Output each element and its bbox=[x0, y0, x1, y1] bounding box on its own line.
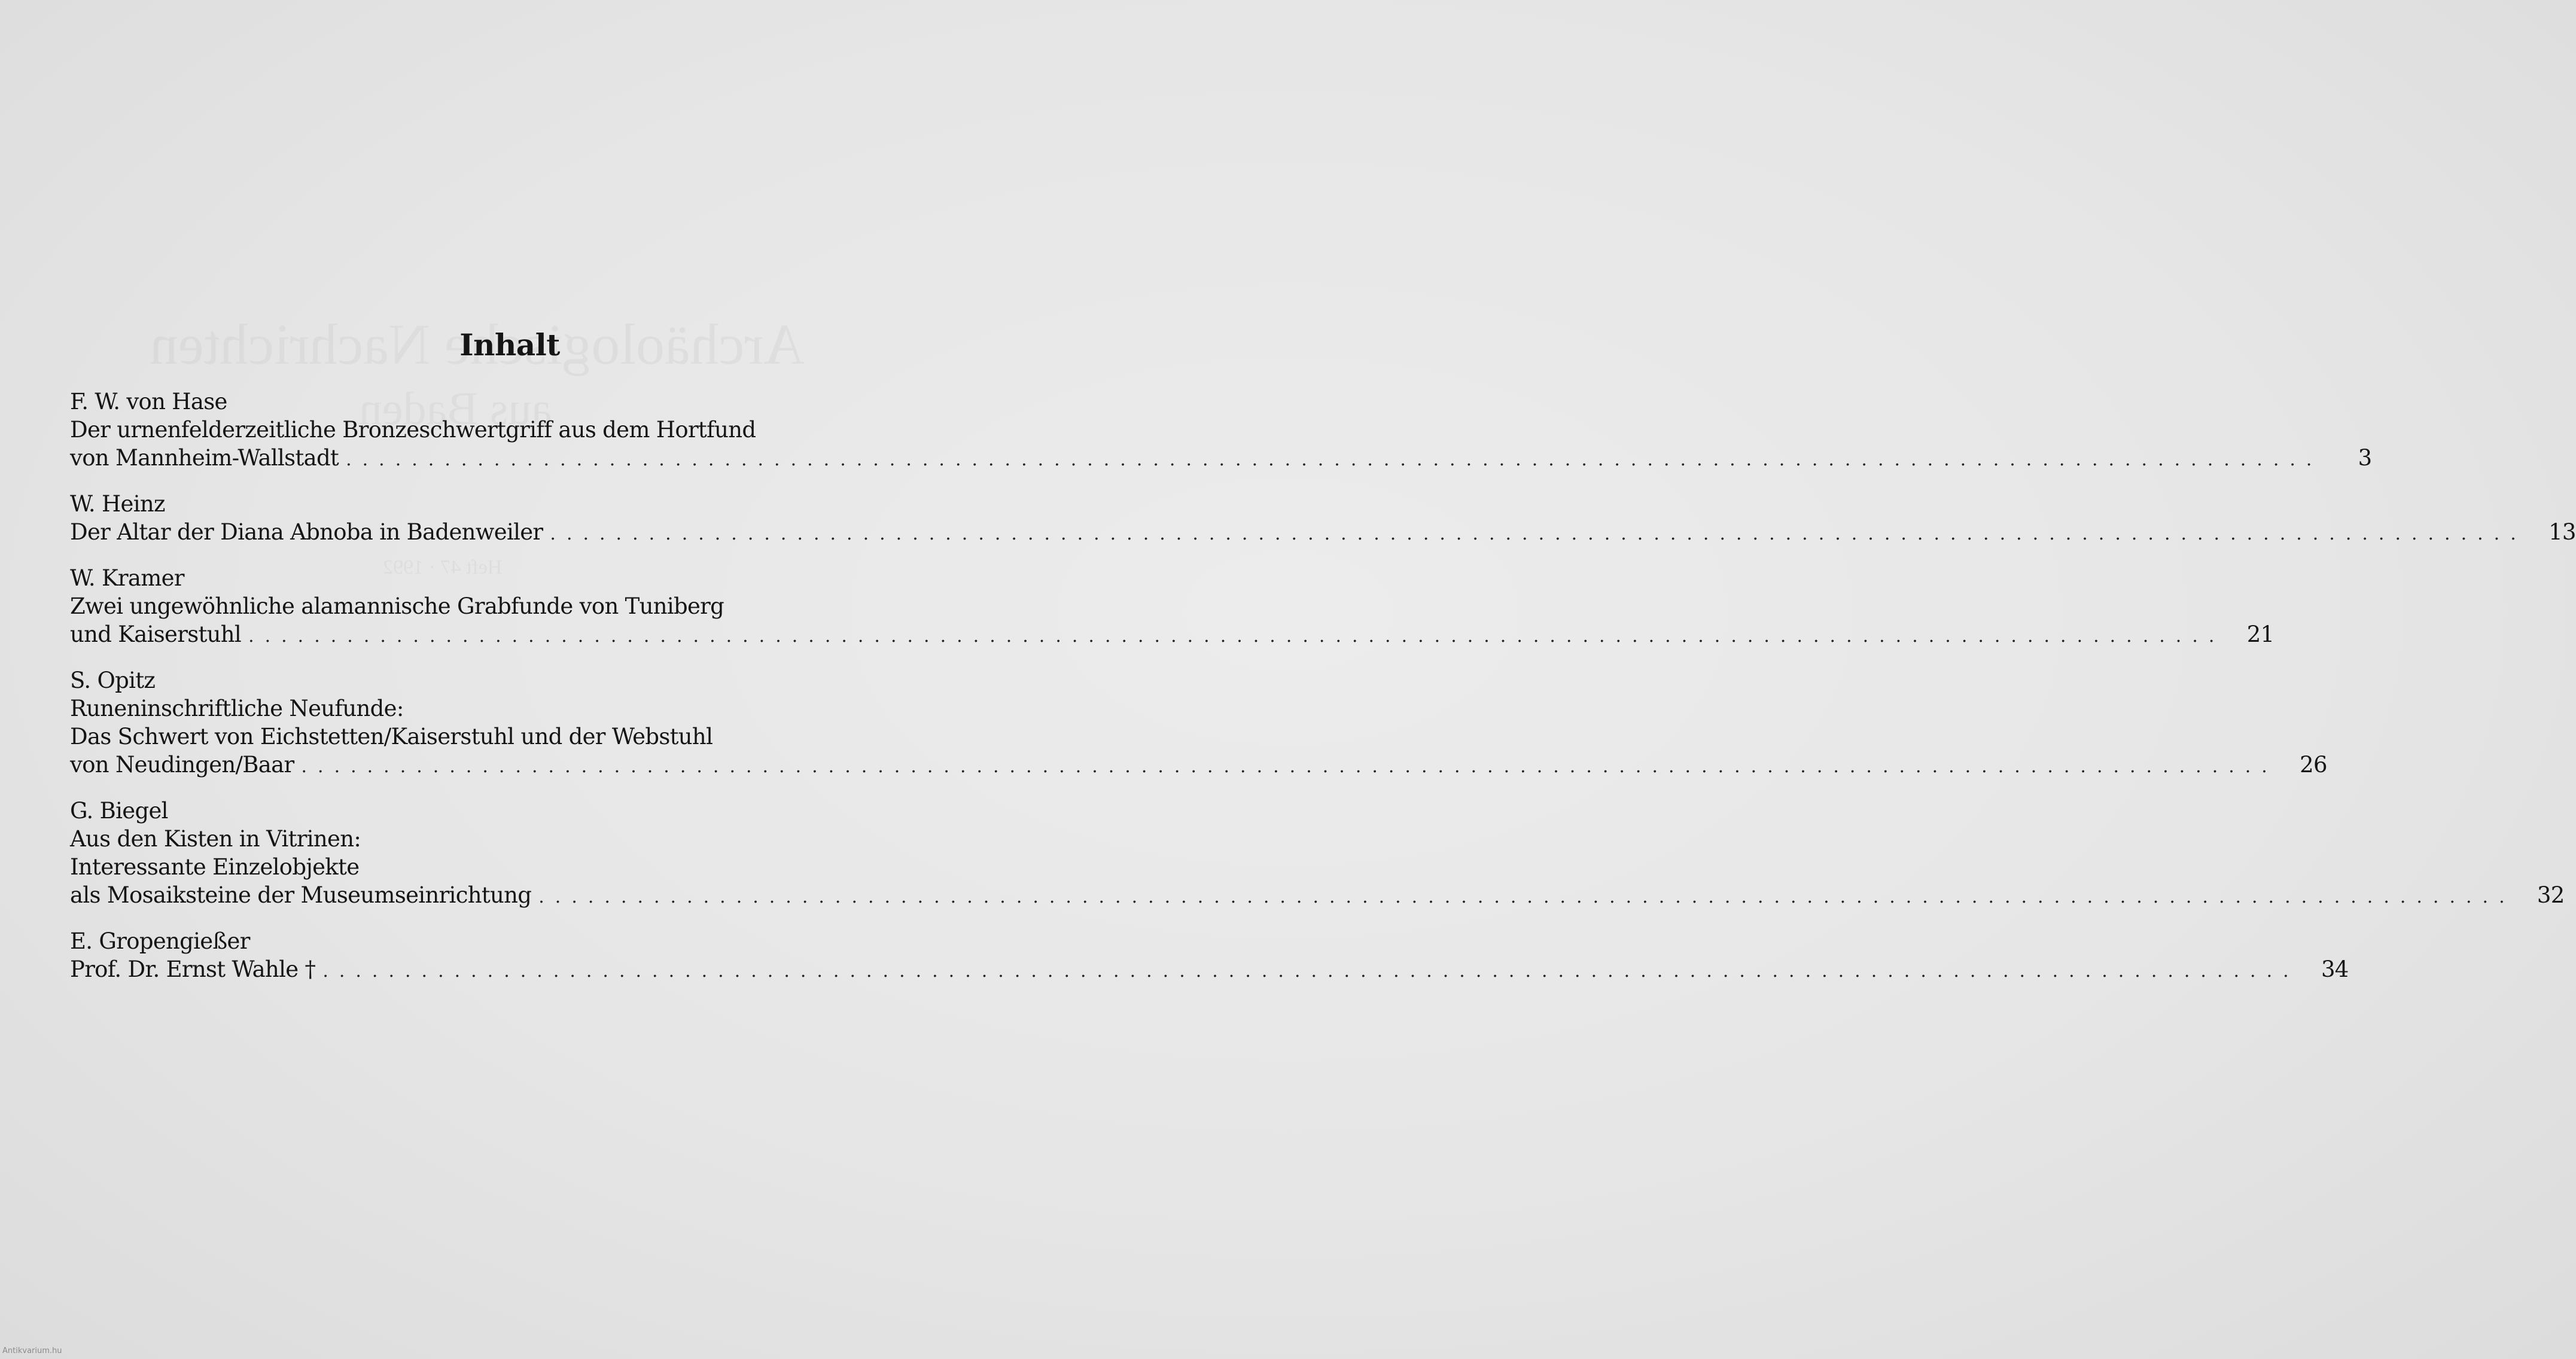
toc-title-line: Das Schwert von Eichstetten/Kaiserstuhl und der Webstuhl bbox=[70, 724, 713, 749]
toc-entry bbox=[70, 564, 2274, 650]
toc-title-text: Prof. Dr. Ernst Wahle † bbox=[70, 956, 316, 982]
toc-title-text: als Mosaiksteine der Museumseinrichtung bbox=[70, 882, 532, 908]
dot-leader: ........................................................................................................................ bbox=[248, 626, 2225, 647]
toc-title-line: Interessante Einzelobjekte bbox=[70, 854, 360, 880]
toc-title-last-line bbox=[70, 751, 2327, 781]
page-number: 26 bbox=[2300, 752, 2327, 778]
toc-title-last-line bbox=[70, 518, 2576, 548]
dot-leader: ........................................................................................................................ bbox=[346, 449, 2323, 470]
toc-title-text: und Kaiserstuhl bbox=[70, 621, 242, 647]
page-number: 34 bbox=[2321, 956, 2349, 982]
toc-title-last-line bbox=[70, 881, 2565, 911]
page-number: 3 bbox=[2358, 445, 2372, 471]
page-number: 32 bbox=[2537, 882, 2565, 908]
toc-title-last-line bbox=[70, 955, 2349, 985]
toc-title-line: Aus den Kisten in Vitrinen: bbox=[70, 826, 361, 852]
toc-title-line: Zwei ungewöhnliche alamannische Grabfunde von Tuniberg bbox=[70, 593, 724, 619]
toc-entry bbox=[70, 388, 2372, 474]
toc-title-last-line bbox=[70, 444, 2372, 474]
toc-title-line: Runeninschriftliche Neufunde: bbox=[70, 696, 404, 721]
toc-title-text: Der Altar der Diana Abnoba in Badenweiler bbox=[70, 519, 543, 545]
toc-entry bbox=[70, 490, 2576, 548]
toc-author: E. Gropengießer bbox=[70, 928, 250, 954]
dot-leader: ........................................................................................................................ bbox=[322, 961, 2300, 982]
dot-leader: ........................................................................................................................ bbox=[538, 886, 2516, 907]
page-number: 13 bbox=[2548, 519, 2576, 545]
toc-entry bbox=[70, 927, 2349, 985]
toc-entry bbox=[70, 666, 2327, 781]
page-number: 21 bbox=[2246, 621, 2274, 647]
toc-title-text: von Mannheim-Wallstadt bbox=[70, 445, 339, 471]
toc-author: W. Kramer bbox=[70, 565, 184, 591]
toc-author: S. Opitz bbox=[70, 668, 156, 693]
toc-title-text: von Neudingen/Baar bbox=[70, 752, 294, 778]
toc-entry bbox=[70, 797, 2565, 911]
toc-author: G. Biegel bbox=[70, 798, 168, 824]
toc-title-line: Der urnenfelderzeitliche Bronzeschwertgriff aus dem Hortfund bbox=[70, 417, 756, 443]
toc-author: F. W. von Hase bbox=[70, 389, 227, 415]
dot-leader: ........................................................................................................................ bbox=[550, 523, 2527, 544]
watermark: Antikvarium.hu bbox=[2, 1346, 62, 1355]
page-title: Inhalt bbox=[459, 327, 560, 362]
toc-author: W. Heinz bbox=[70, 491, 165, 517]
table-of-contents bbox=[70, 388, 2576, 1001]
dot-leader: ........................................................................................................................ bbox=[301, 756, 2278, 777]
toc-title-last-line bbox=[70, 620, 2274, 650]
